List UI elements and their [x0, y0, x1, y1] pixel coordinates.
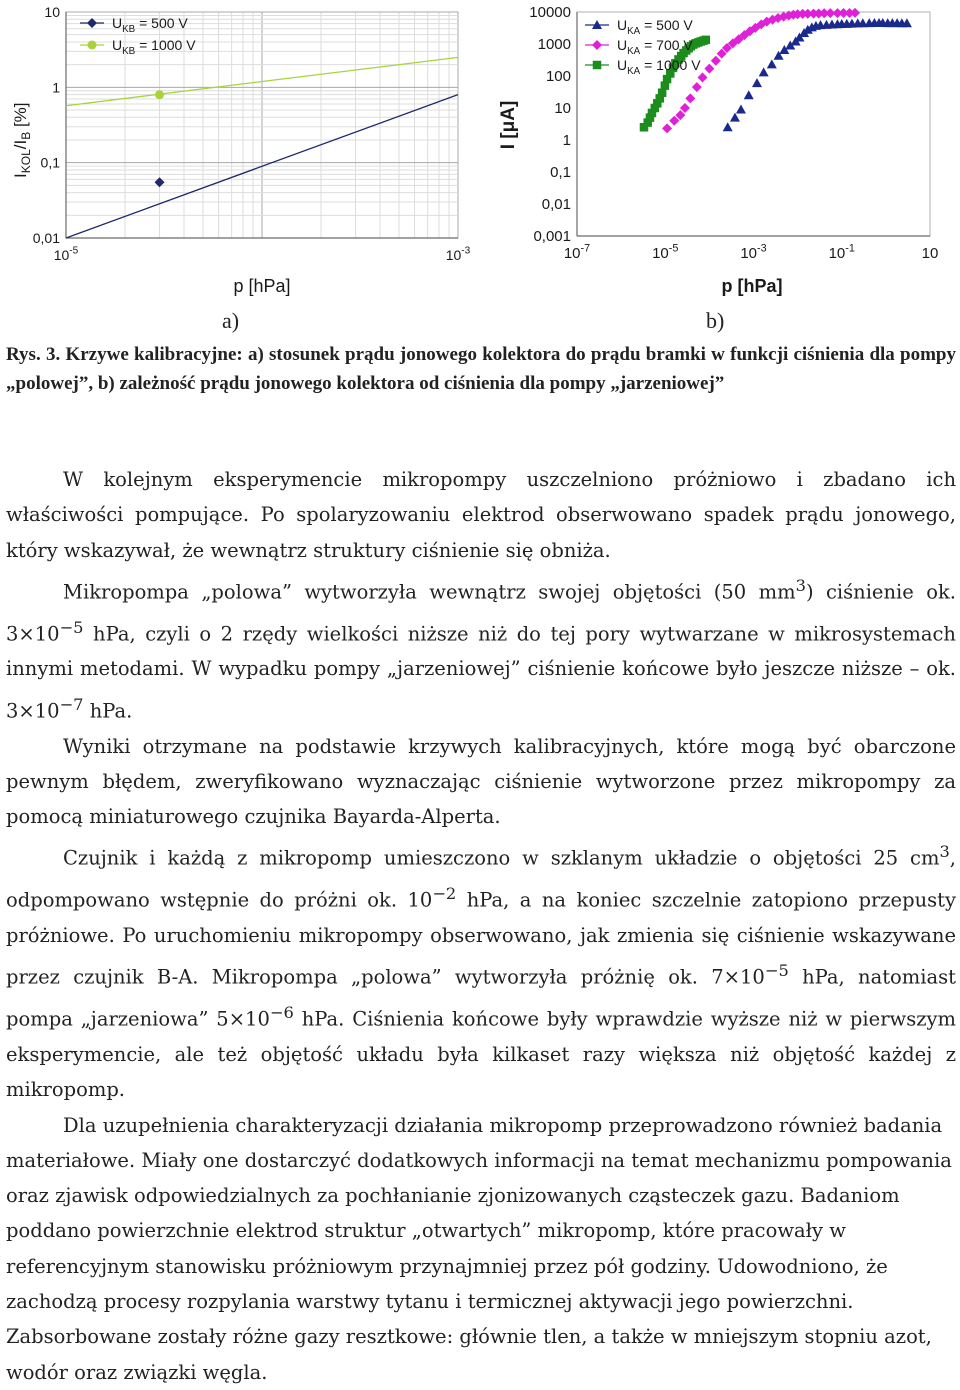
- x-tick-label: 10: [921, 245, 939, 262]
- p4-text-2: , odpompowano wstępnie do próżni ok. 10: [6, 846, 956, 912]
- figure-caption: [6, 340, 956, 398]
- p4-sup-4: −6: [269, 1003, 294, 1023]
- series-markers: [155, 90, 164, 99]
- x-tick-label: $10^{-1}$: [828, 242, 855, 262]
- legend-label: $U_{KA} = 500$ V: [617, 17, 693, 37]
- p4-text-3: hPa, a na koniec szczelnie zatopiono przepusty próżniowe. Po uruchomieniu mikropompy obserwowano, jak zmienia się ciśnienie wskazywane przez czujnik B-A. Mikropompa „polowa” wytworzyła próżnię ok. 7×10: [6, 888, 956, 989]
- figure-area: [0, 0, 960, 340]
- paragraph-5: [6, 1108, 956, 1390]
- y-tick-label: 1: [562, 132, 571, 149]
- paragraph-3: [6, 729, 956, 835]
- x-tick-label: $10^{-3}$: [740, 242, 767, 262]
- legend-label: $U_{KB} = 1000$ V: [112, 37, 196, 57]
- p2-text-4: hPa.: [83, 699, 133, 723]
- legend-label: $U_{KA} = 1000$ V: [617, 57, 701, 77]
- p3-text: Wyniki otrzymane na podstawie krzywych kalibracyjnych, które mogą być obarczone pewnym błędem, zweryfikowano wyznaczając ciśnienie wytworzone przez mikropompy za pomocą miniaturowego czujnika Bayarda-Alperta.: [6, 734, 956, 829]
- p2-text-3: hPa, czyli o 2 rzędy wielkości niższe niż do tej pory wytwarzane w mikrosystemach innymi metodami. W wypadku pompy „jarzeniowej” ciśnienie końcowe było jeszcze niższe – ok. 3×10: [6, 622, 956, 723]
- p5-text: Dla uzupełnienia charakteryzacji działania mikropomp przeprowadzono również badania materiałowe. Miały one dostarczyć dodatkowych informacji na temat mechanizmu pompowania oraz zjawisk odpowiedzialnych za pochłanianie zjonizowanych cząsteczek gazu. Badaniom poddano powierzchnie elektrod struktur „otwartych” mikropomp, które pracowały w referencyjnym stanowisku próżniowym przynajmniej przez pół godziny. Udowodniono, że zachodzą procesy rozpylania warstwy tytanu i termicznej aktywacji jego powierzchni. Zabsorbowane zostały różne gazy resztkowe: głównie tlen, a także w mniejszym stopniu azot, wodór oraz związki węgla.: [6, 1113, 952, 1384]
- p4-text-1: Czujnik i każdą z mikropomp umieszczono w szklanym układzie o objętości 25 cm: [63, 846, 940, 870]
- y-tick-label: 1000: [537, 36, 571, 53]
- data-point: [702, 36, 711, 45]
- p2-sup-1: 3: [795, 575, 806, 595]
- caption-text: Krzywe kalibracyjne: a) stosunek prądu jonowego kolektora do prądu bramki w funkcji ciśnienia dla pompy „polowej”, b) zależność prądu jonowego kolektora od ciśnienia dla pompy „jarzeniowej”: [6, 344, 956, 394]
- y-tick-label: 0,01: [32, 230, 60, 246]
- x-tick-label: $10^{-5}$: [53, 245, 79, 263]
- y-tick-label: 0,001: [533, 228, 571, 245]
- data-point: [155, 90, 164, 99]
- panel-b-label: b): [706, 308, 725, 333]
- p2-text-1: Mikropompa „polowa” wytworzyła wewnątrz swojej objętości (50 mm: [63, 580, 796, 604]
- caption-label: Rys. 3.: [6, 344, 61, 365]
- legend-marker: [88, 41, 97, 50]
- legend-label: $U_{KA} = 700$ V: [617, 37, 693, 57]
- panel-a-label: a): [222, 308, 240, 333]
- y-tick-label: 10: [554, 100, 571, 117]
- p4-text-5: hPa. Ciśnienia końcowe były wprawdzie wyższe niż w pierwszym eksperymencie, ale też objętość układu była kilkaset razy większa niż objętość każdej z mikropomp.: [6, 1007, 956, 1102]
- body-text: [6, 462, 956, 1390]
- p2-sup-2: −5: [59, 617, 84, 637]
- paragraph-2: [6, 568, 956, 729]
- x-axis-title: p [hPa]: [233, 276, 291, 296]
- p2-text-2: ) ciśnienie ok. 3×10: [6, 580, 956, 646]
- x-axis-title: p [hPa]: [721, 276, 783, 296]
- legend-marker: [593, 61, 602, 70]
- chart-b: [480, 0, 960, 305]
- y-tick-label: 0,1: [40, 154, 60, 171]
- paragraph-1: [6, 462, 956, 568]
- p4-text-4: hPa, natomiast pompa „jarzeniowa” 5×10: [6, 965, 956, 1031]
- y-tick-label: 10: [44, 4, 60, 20]
- paragraph-4: [6, 834, 956, 1107]
- y-tick-label: 1: [52, 79, 60, 96]
- p1-text: W kolejnym eksperymencie mikropompy uszczelniono próżniowo i zbadano ich właściwości pompujące. Po spolaryzowaniu elektrod obserwowano spadek prądu jonowego, który wskazywał, że wewnątrz struktury ciśnienie się obniża.: [6, 468, 956, 562]
- x-tick-label: $10^{-5}$: [652, 242, 679, 262]
- y-axis-title: I [μA]: [498, 100, 519, 150]
- y-axis-title: $I_{KOL}/I_B$ [%]: [11, 102, 33, 178]
- y-tick-label: 0,01: [541, 196, 571, 213]
- x-tick-label: $10^{-3}$: [445, 245, 471, 263]
- chart-a: [0, 0, 480, 305]
- x-tick-label: $10^{-7}$: [563, 242, 591, 262]
- p4-sup-3: −5: [764, 961, 789, 981]
- p4-sup-1: 3: [939, 842, 950, 862]
- y-tick-label: 100: [545, 68, 571, 85]
- p2-sup-3: −7: [59, 694, 84, 714]
- p4-sup-2: −2: [432, 884, 457, 904]
- y-tick-label: 0,1: [550, 164, 571, 181]
- y-tick-label: 10000: [529, 4, 571, 21]
- legend-label: $U_{KB} = 500$ V: [112, 15, 188, 35]
